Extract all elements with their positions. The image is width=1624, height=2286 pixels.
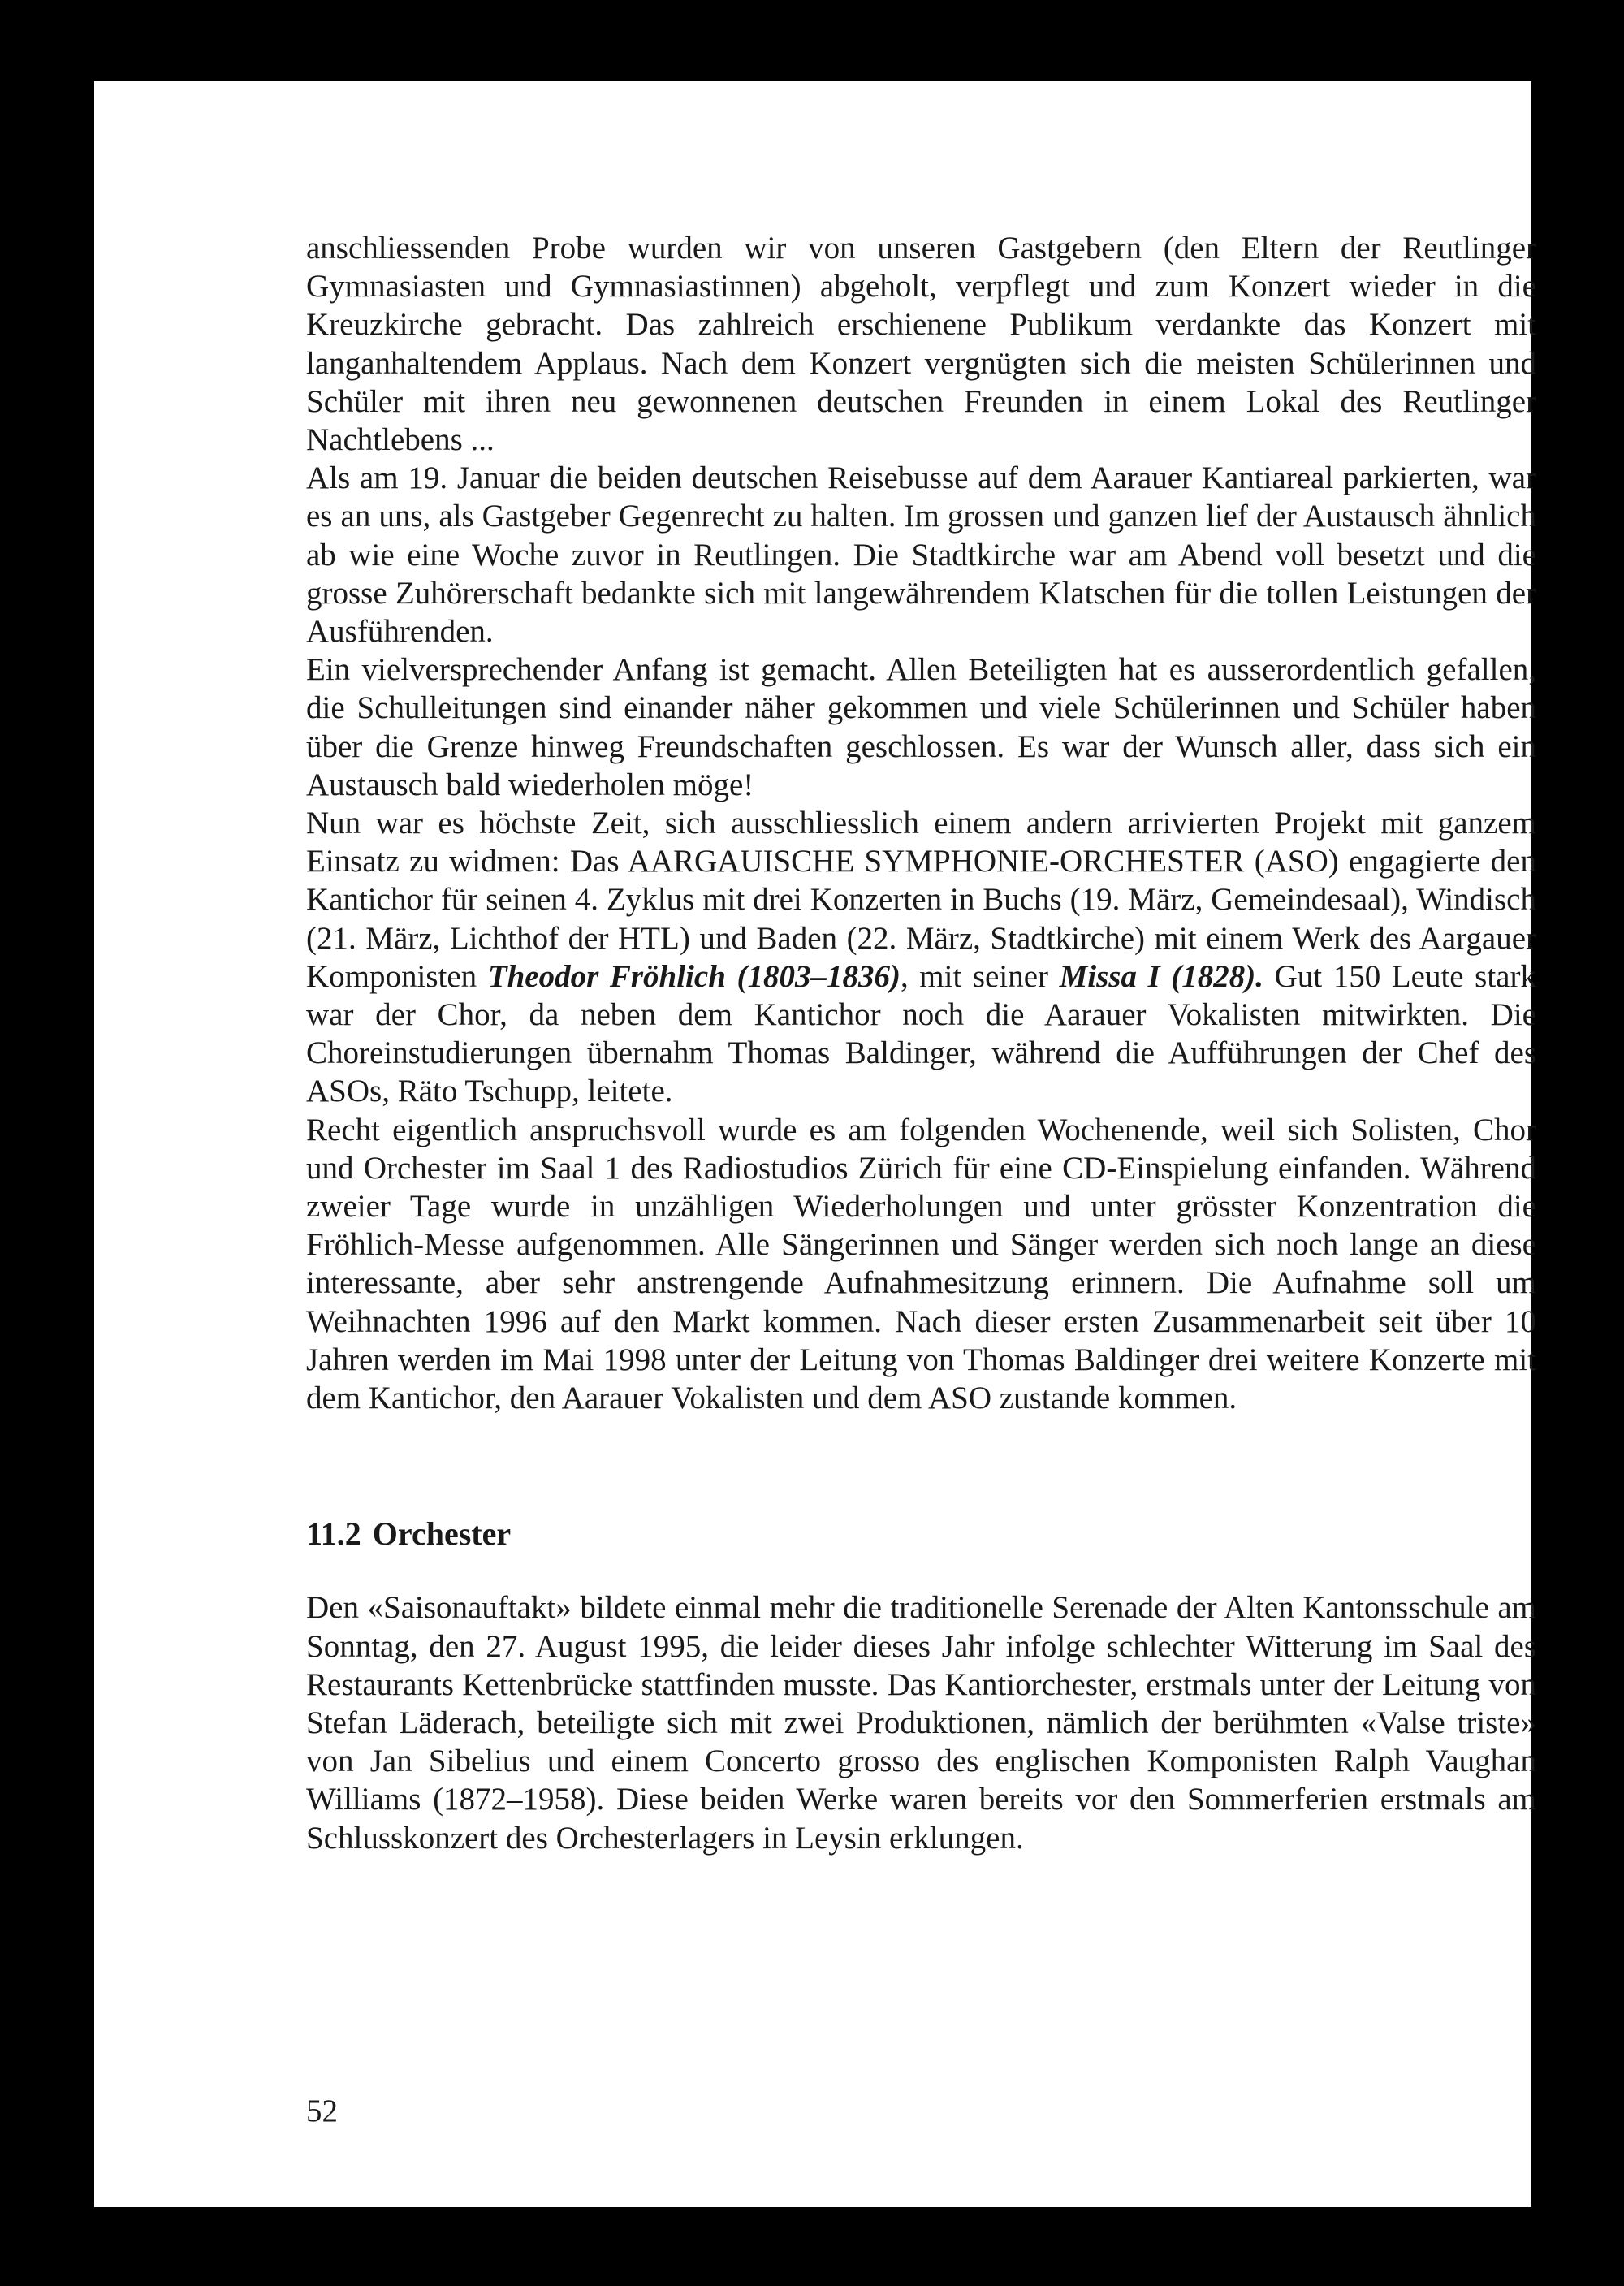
paragraph-cd-recording: Recht eigentlich anspruchsvoll wurde es am folgenden Wochenende, weil sich Solisten, Chor und Orchester im Saal 1 des Radiostudios Zürich für eine CD-Einspielung einfanden. Während zweier Tage wurde in unzähligen Wiederholungen und unter grösster Konzentration die Fröhlich-Messe aufgenommen. Alle Sängerinnen und Sänger werden sich noch lange an diese interessante, aber sehr anstrengende Aufnahmesitzung erinnern. Die Aufnahme soll um Weihnachten 1996 auf den Markt kommen. Nach dieser ersten Zusammenarbeit seit über 10 Jahren werden im Mai 1998 unter der Leitung von Thomas Baldinger drei weitere Konzerte mit dem Kantichor, den Aarauer Vokalisten und dem ASO zustande kommen. — [306, 1112, 1536, 1416]
aso-text-c: Gut 150 Leute stark war der Chor, da neben dem Kantichor noch die Aarauer Vokalisten mitwirkten. Die Choreinstudierungen übernahm Thomas Baldinger, während die Aufführungen der Chef des ASOs, Räto Tschupp, leitete. — [306, 958, 1536, 1109]
composer-name: Theodor Fröhlich (1803–1836) — [487, 958, 901, 994]
aso-text-b: , mit seiner — [900, 958, 1060, 994]
paragraph-exchange-summary: Ein vielversprechender Anfang ist gemacht. Allen Beteiligten hat es ausserordentlich gefallen, die Schulleitungen sind einander näher gekommen und viele Schülerinnen und Schüler haben über die Grenze hinweg Freundschaften geschlossen. Es war der Wunsch aller, dass sich ein Austausch bald wiederholen möge! — [306, 652, 1536, 802]
paragraph-reutlingen-concert: anschliessenden Probe wurden wir von unseren Gastgebern (den Eltern der Reutlinger Gymnasiasten und Gymnasiastinnen) abgeholt, verpflegt und zum Konzert wieder in die Kreuzkirche gebracht. Das zahlreich erschienene Publikum verdankte das Konzert mit langanhaltendem Applaus. Nach dem Konzert vergnügten sich die meisten Schülerinnen und Schüler mit ihren neu gewonnenen deutschen Freunden in einem Lokal des Reutlinger Nachtlebens ... — [306, 231, 1536, 458]
book-page — [94, 81, 1536, 2207]
paragraph-aarau-visit: Als am 19. Januar die beiden deutschen Reisebusse auf dem Aarauer Kantiareal parkierten, war es an uns, als Gastgeber Gegenrecht zu halten. Im grossen und ganzen lief der Austausch ähnlich ab wie eine Woche zuvor in Reutlingen. Die Stadtkirche war am Abend voll besetzt und die grosse Zuhörerschaft bedankte sich mit langewährendem Klatschen für die tollen Leistungen der Ausführenden. — [306, 460, 1536, 650]
section-heading — [306, 1515, 1536, 1554]
paragraph-orchestra-serenade: Den «Saisonauftakt» bildete einmal mehr die traditionelle Serenade der Alten Kantonsschule am Sonntag, den 27. August 1995, die leider dieses Jahr infolge schlechter Witterung im Saal des Restaurants Kettenbrücke stattfinden musste. Das Kantiorchester, erstmals unter der Leitung von Stefan Läderach, beteiligte sich mit zwei Produktionen, nämlich der berühmten «Valse triste» von Jan Sibelius und einem Concerto grosso des englischen Komponisten Ralph Vaughan Williams (1872–1958). Diese beiden Werke waren bereits vor den Sommerferien erstmals am Schlusskonzert des Orchesterlagers in Leysin erklungen. — [306, 1590, 1536, 1856]
paragraph-aso-project — [306, 804, 1536, 1111]
aso-text-a: Nun war es höchste Zeit, sich ausschliesslich einem andern arrivierten Projekt mit ganzem Einsatz zu widmen: Das AARGAUISCHE SYMPHONIE-ORCHESTER (ASO) engagierte den Kantichor für seinen 4. Zyklus mit drei Konzerten in Buchs (19. März, Gemeindesaal), Windisch (21. März, Lichthof der HTL) und Baden (22. März, Stadtkirche) mit einem Werk des Aargauer Komponisten — [306, 806, 1536, 994]
page-number: 52 — [306, 2094, 338, 2128]
section-number: 11.2 — [306, 1515, 361, 1553]
section-title: Orchester — [372, 1515, 512, 1553]
page-body — [306, 229, 1536, 1857]
work-title: Missa I (1828). — [1059, 958, 1264, 994]
